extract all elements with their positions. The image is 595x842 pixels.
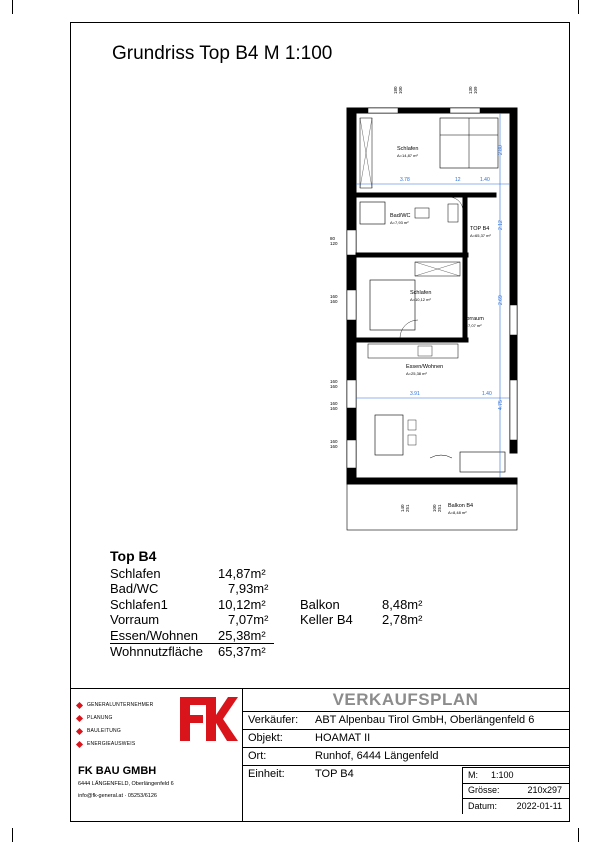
plan-type: VERKAUFSPLAN (242, 689, 569, 712)
dim-140b: 1.40 (482, 391, 492, 397)
meta-row: Grösse: 210x297 (462, 783, 570, 799)
meta-row: M: 1:100 (462, 767, 570, 784)
dim-140a: 1.40 (480, 177, 490, 183)
room-name: Vorraum (463, 316, 484, 322)
room-area: A=65,37 m² (470, 233, 491, 238)
room-area: A=25,38 m² (406, 371, 427, 376)
svg-text:251: 251 (437, 504, 442, 512)
bullet-icon (76, 728, 83, 735)
svg-text:100: 100 (398, 86, 403, 94)
room-name: Balkon B4 (448, 503, 474, 509)
meta-row: Datum: 2022-01-11 (462, 799, 570, 814)
wall-outer-bottom (347, 478, 517, 484)
svg-text:100: 100 (432, 504, 437, 512)
summary-row: Essen/Wohnen 25,38m² (110, 628, 274, 645)
dim-12: 12 (455, 177, 461, 183)
dim-v475: 4.75 (498, 400, 504, 410)
svg-text:160: 160 (330, 406, 338, 411)
service-item: PLANUNG (87, 715, 113, 721)
svg-text:160: 160 (330, 294, 338, 299)
svg-text:120: 120 (330, 241, 338, 246)
room-area: A=7,93 m² (390, 220, 409, 225)
trim-mark-bl (12, 828, 13, 842)
area-summary (110, 548, 423, 660)
room-name: Bad/WC (390, 213, 411, 219)
summary-row-total: Wohnnutzfläche 65,37m² (110, 644, 266, 659)
company-name: FK BAU GMBH (78, 765, 157, 777)
dim-378: 3.78 (400, 177, 410, 183)
room-area: A=10,12 m² (410, 297, 431, 302)
room-name: Schlafen (397, 146, 419, 152)
svg-text:130: 130 (468, 86, 473, 94)
company-contact: info@fk-general.at · 05253/6126 (78, 793, 157, 799)
trim-mark-br (578, 828, 579, 842)
field-row: Ort: Runhof, 6444 Längenfeld (242, 747, 569, 766)
room-name: TOP B4 (470, 226, 490, 232)
svg-text:160: 160 (330, 401, 338, 406)
summary-row: Schlafen 14,87m² (110, 565, 266, 581)
room-area: A=14,87 m² (397, 153, 418, 158)
page-title: Grundriss Top B4 M 1:100 (112, 43, 333, 64)
company-address: 6444 LÄNGENFELD, Oberlängenfeld 6 (78, 781, 174, 787)
field-row: Objekt: HOAMAT II (242, 729, 569, 748)
service-item: GENERALUNTERNEHMER (87, 702, 154, 708)
dim-v212: 2.12 (498, 220, 504, 230)
svg-text:109: 109 (473, 86, 478, 94)
room-area: A=8,48 m² (448, 510, 467, 515)
svg-text:251: 251 (405, 504, 410, 512)
svg-text:180: 180 (393, 86, 398, 94)
trim-mark-tr (578, 0, 579, 14)
svg-text:160: 160 (330, 444, 338, 449)
bullet-icon (76, 715, 83, 722)
room-name: Schlafen (410, 290, 432, 296)
room-name: Essen/Wohnen (406, 364, 444, 370)
service-item: BAULEITUNG (87, 728, 121, 734)
trim-mark-tl (12, 0, 13, 14)
svg-text:160: 160 (330, 439, 338, 444)
field-row: Einheit: TOP B4 (248, 768, 354, 780)
svg-text:140: 140 (400, 504, 405, 512)
dim-v280: 2.80 (498, 145, 504, 155)
svg-text:160: 160 (330, 384, 338, 389)
svg-text:160: 160 (330, 299, 338, 304)
company-panel (70, 689, 243, 822)
summary-row: Schlafen1 10,12m² Balkon 8,48m² (110, 596, 423, 612)
dim-391: 3.91 (410, 391, 420, 397)
summary-row: Bad/WC 7,93m² (110, 581, 269, 596)
field-row: Verkäufer: ABT Alpenbau Tirol GmbH, Oberlängenfeld 6 (242, 711, 569, 730)
title-block (70, 688, 570, 822)
fk-logo (172, 693, 238, 745)
service-item: ENERGIEAUSWEIS (87, 741, 136, 747)
room-area: A=7,07 m² (463, 323, 482, 328)
svg-text:160: 160 (330, 379, 338, 384)
summary-header: Top B4 (110, 548, 157, 564)
bullet-icon (76, 741, 83, 748)
floor-plan (300, 80, 570, 540)
bullet-icon (76, 702, 83, 709)
svg-text:80: 80 (330, 236, 336, 241)
summary-row: Vorraum 7,07m² Keller B4 2,78m² (110, 612, 423, 627)
dim-v269: 2.69 (498, 295, 504, 305)
